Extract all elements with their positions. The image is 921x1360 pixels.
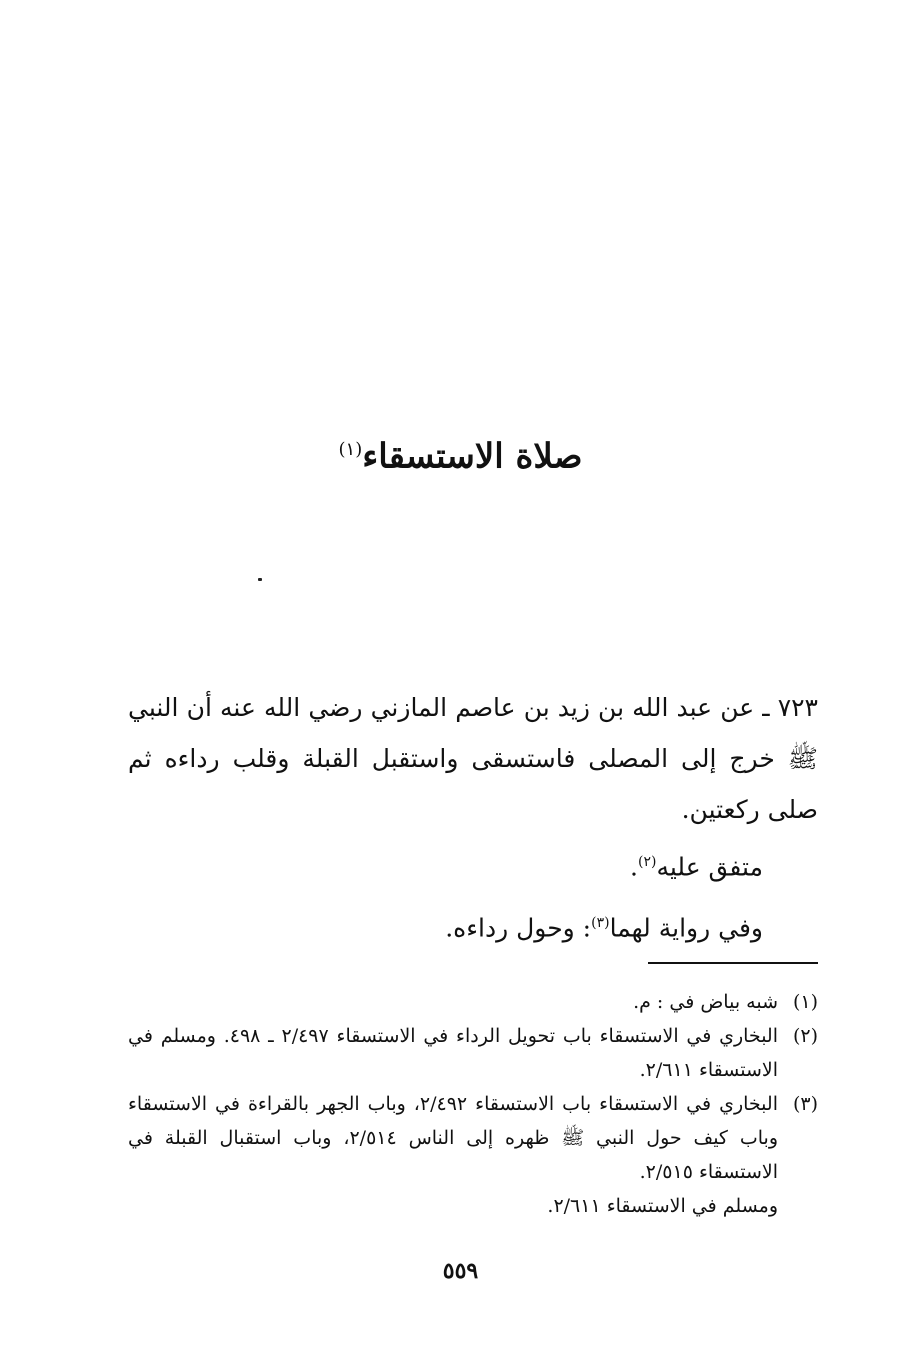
- footnote-mark: (٣): [792, 1093, 818, 1115]
- hadith-block: [128, 682, 818, 954]
- footnotes: [128, 985, 818, 1223]
- footnote-separator: [648, 962, 818, 964]
- stray-ink-dot: [258, 578, 262, 581]
- footnote-3: [128, 1087, 818, 1189]
- footnote-3-continuation: ومسلم في الاستسقاء ٢/٦١١.: [547, 1195, 778, 1217]
- riwaya-note-ref: (٣): [591, 915, 610, 932]
- footnote-2: [128, 1019, 818, 1087]
- agreed-text: متفق عليه: [656, 852, 763, 882]
- chapter-title-text: صلاة الاستسقاء: [362, 436, 583, 477]
- footnote-text: البخاري في الاستسقاء باب تحويل الرداء في الاستسقاء ٢/٤٩٧ ـ ٤٩٨. ومسلم في الاستسقاء ٢/٦١١.: [128, 1025, 778, 1081]
- hadith-agreed-line: [128, 837, 818, 892]
- chapter-title-note-ref: (١): [338, 439, 363, 460]
- footnote-mark: (١): [792, 991, 818, 1013]
- page-number: ٥٥٩: [442, 1258, 479, 1284]
- footnote-1: [128, 985, 818, 1019]
- riwaya-rest: : وحول رداءه.: [445, 913, 592, 943]
- riwaya-text: وفي رواية لهما: [609, 913, 763, 943]
- footnote-text: البخاري في الاستسقاء باب الاستسقاء ٢/٤٩٢، وباب الجهر بالقراءة في الاستسقاء وباب كيف حول النبي ﷺ ظهره إلى الناس ٢/٥١٤، وباب استقبال القبلة في الاستسقاء ٢/٥١٥.: [128, 1093, 778, 1183]
- agreed-note-ref: (٢): [638, 854, 657, 870]
- footnote-text: شبه بياض في : م.: [633, 991, 778, 1013]
- chapter-title: [0, 420, 921, 486]
- hadith-riwaya-line: [128, 898, 818, 953]
- agreed-end: .: [630, 852, 638, 882]
- footnote-mark: (٢): [792, 1025, 818, 1047]
- hadith-text: ٧٢٣ ـ عن عبد الله بن زيد بن عاصم المازني رضي الله عنه أن النبي ﷺ خرج إلى المصلى فاستسقى واستقبل القبلة وقلب رداءه ثم صلى ركعتين.: [128, 693, 818, 824]
